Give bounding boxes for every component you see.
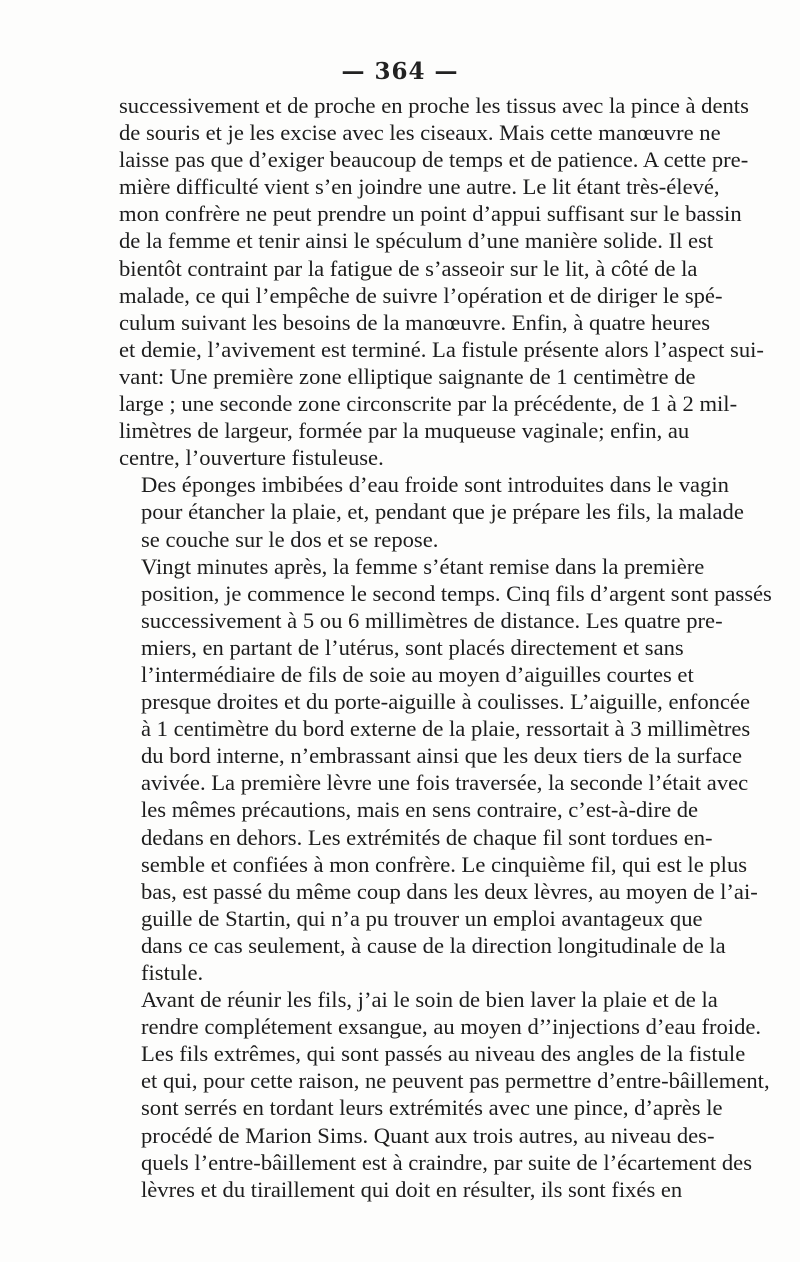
paragraph (119, 92, 764, 471)
text-line: sont serrés en tordant leurs extrémités avec une pince, d’après le (141, 1095, 723, 1121)
paragraph (119, 471, 744, 552)
text-line: pour étancher la plaie, et, pendant que je prépare les fils, la malade (141, 499, 744, 525)
text-line: avivée. La première lèvre une fois traversée, la seconde l’était avec (141, 770, 749, 796)
text-line: mon confrère ne peut prendre un point d’appui suffisant sur le bassin (119, 201, 742, 227)
text-line: de la femme et tenir ainsi le spéculum d’une manière solide. Il est (119, 228, 714, 254)
text-line: du bord interne, n’embrassant ainsi que les deux tiers de la surface (141, 743, 743, 769)
text-line: guille de Startin, qui n’a pu trouver un emploi avantageux que (141, 905, 703, 931)
text-line: miers, en partant de l’utérus, sont placés directement et sans (141, 634, 684, 660)
text-line: bas, est passé du même coup dans les deux lèvres, au moyen de l’ai- (141, 878, 758, 904)
text-line: Avant de réunir les fils, j’ai le soin de bien laver la plaie et de la (141, 987, 718, 1013)
text-line: bientôt contraint par la fatigue de s’asseoir sur le lit, à côté de la (119, 255, 698, 281)
text-line: position, je commence le second temps. Cinq fils d’argent sont passés (141, 580, 772, 606)
text-line: large ; une seconde zone circonscrite par la précédente, de 1 à 2 mil- (119, 391, 738, 417)
text-line: et demie, l’avivement est terminé. La fistule présente alors l’aspect sui- (119, 336, 764, 362)
text-line: Les fils extrêmes, qui sont passés au niveau des angles de la fistule (141, 1041, 746, 1067)
text-line: presque droites et du porte-aiguille à coulisses. L’aiguille, enfoncée (141, 689, 750, 715)
paragraph (119, 553, 772, 987)
text-line: de souris et je les excise avec les ciseaux. Mais cette manœuvre ne (119, 120, 721, 146)
text-line: à 1 centimètre du bord externe de la plaie, ressortait à 3 millimètres (141, 716, 751, 742)
text-line: fistule. (141, 960, 204, 985)
text-line: limètres de largeur, formée par la muqueuse vaginale; enfin, au (119, 418, 690, 444)
text-line: laisse pas que d’exiger beaucoup de temps et de patience. A cette pre- (119, 147, 749, 173)
text-line: dans ce cas seulement, à cause de la direction longitudinale de la (141, 932, 726, 958)
text-line: mière difficulté vient s’en joindre une autre. Le lit étant très-élevé, (119, 174, 720, 200)
text-line: se couche sur le dos et se repose. (141, 526, 439, 552)
text-line: centre, l’ouverture fistuleuse. (119, 445, 384, 471)
text-line: rendre complétement exsangue, au moyen d’’injections d’eau froide. (141, 1014, 762, 1040)
text-line: vant: Une première zone elliptique saignante de 1 centimètre de (119, 363, 696, 389)
text-line: quels l’entre-bâillement est à craindre, par suite de l’écartement des (141, 1149, 753, 1175)
text-line: culum suivant les besoins de la manœuvre. Enfin, à quatre heures (119, 309, 711, 335)
body-text (119, 92, 772, 1203)
text-line: semble et confiées à mon confrère. Le cinquième fil, qui est le plus (141, 851, 748, 877)
text-line: et qui, pour cette raison, ne peuvent pas permettre d’entre-bâillement, (141, 1068, 770, 1094)
text-line: Des éponges imbibées d’eau froide sont introduites dans le vagin (141, 472, 729, 498)
text-line: lèvres et du tiraillement qui doit en résulter, ils sont fixés en (141, 1176, 683, 1202)
text-line: Vingt minutes après, la femme s’étant remise dans la première (141, 553, 705, 579)
text-line: successivement à 5 ou 6 millimètres de distance. Les quatre pre- (141, 607, 723, 633)
paragraph (119, 986, 770, 1203)
text-line: dedans en dehors. Les extrémités de chaque fil sont tordues en- (141, 824, 713, 850)
text-line: successivement et de proche en proche les tissus avec la pince à dents (119, 93, 749, 118)
page-number: — 364 — (341, 58, 459, 85)
text-line: les mêmes précautions, mais en sens contraire, c’est-à-dire de (141, 797, 699, 823)
text-line: malade, ce qui l’empêche de suivre l’opération et de diriger le spé- (119, 282, 723, 308)
text-line: l’intermédiaire de fils de soie au moyen d’aiguilles courtes et (141, 661, 694, 687)
text-line: procédé de Marion Sims. Quant aux trois autres, au niveau des- (141, 1122, 715, 1148)
